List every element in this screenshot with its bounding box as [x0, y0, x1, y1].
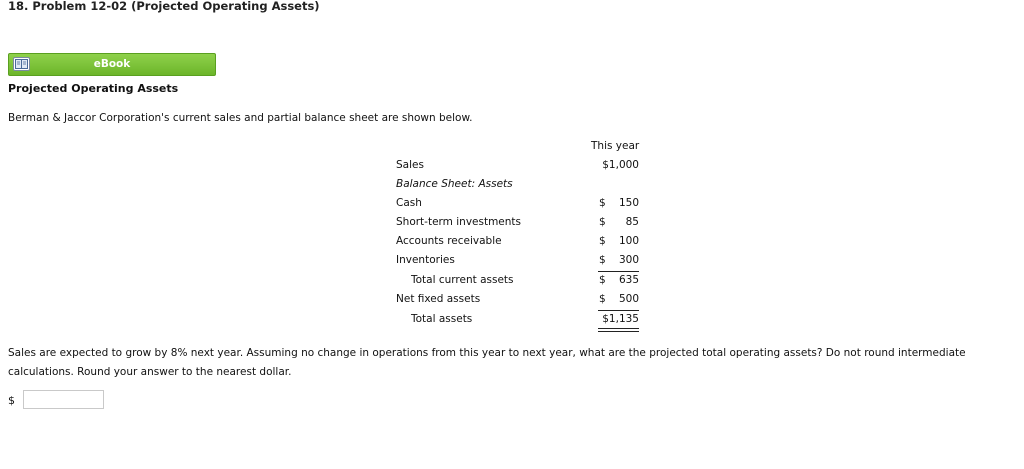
row-label: Total assets: [411, 313, 473, 325]
table-row: [0, 235, 1024, 254]
table-row: [0, 293, 1024, 312]
question-text: Sales are expected to grow by 8% next year. Assuming no change in operations from this year to next year, what are the projected total operating assets? Do not round intermediate calculations. Round your answer to the nearest dollar.: [8, 347, 966, 378]
balance-sheet-subheading: Balance Sheet: Assets: [396, 178, 513, 190]
row-currency: $: [599, 254, 606, 266]
row-amount: $1,135: [602, 313, 639, 325]
row-amount: 300: [618, 254, 639, 266]
row-label: Sales: [396, 159, 424, 171]
row-currency: $: [599, 293, 606, 305]
table-row: [0, 216, 1024, 235]
table-row-total-current: [0, 274, 1024, 293]
table-subheading-row: [0, 178, 1024, 197]
table-row-sales: [0, 159, 1024, 178]
answer-input[interactable]: [23, 390, 104, 409]
section-heading: Projected Operating Assets: [8, 82, 179, 95]
row-label: Short-term investments: [396, 216, 522, 228]
subtotal-rule: [598, 271, 639, 272]
row-currency: $: [599, 274, 606, 286]
row-label: Net fixed assets: [396, 293, 481, 305]
row-currency: $: [599, 216, 606, 228]
row-amount: 150: [618, 197, 639, 209]
answer-currency: $: [8, 394, 15, 407]
row-label: Total current assets: [411, 274, 514, 286]
table-row: [0, 197, 1024, 216]
row-label: Inventories: [396, 254, 455, 266]
intro-text: Berman & Jaccor Corporation's current sales and partial balance sheet are shown below.: [8, 112, 473, 124]
row-currency: $: [599, 197, 606, 209]
total-rule: [598, 310, 639, 311]
row-amount: 100: [618, 235, 639, 247]
row-amount: 500: [618, 293, 639, 305]
problem-title: 18. Problem 12-02 (Projected Operating Assets): [8, 0, 320, 13]
row-currency: $: [599, 235, 606, 247]
row-amount: 635: [618, 274, 639, 286]
total-double-rule: [598, 328, 639, 332]
ebook-label: eBook: [93, 58, 131, 70]
column-header-this-year: This year: [591, 140, 640, 152]
row-amount: $1,000: [602, 159, 639, 171]
table-row: [0, 254, 1024, 273]
row-label: Accounts receivable: [396, 235, 502, 247]
table-row-total-assets: [0, 313, 1024, 332]
row-label: Cash: [396, 197, 422, 209]
row-amount: 85: [625, 216, 639, 228]
ebook-button[interactable]: [8, 53, 216, 76]
